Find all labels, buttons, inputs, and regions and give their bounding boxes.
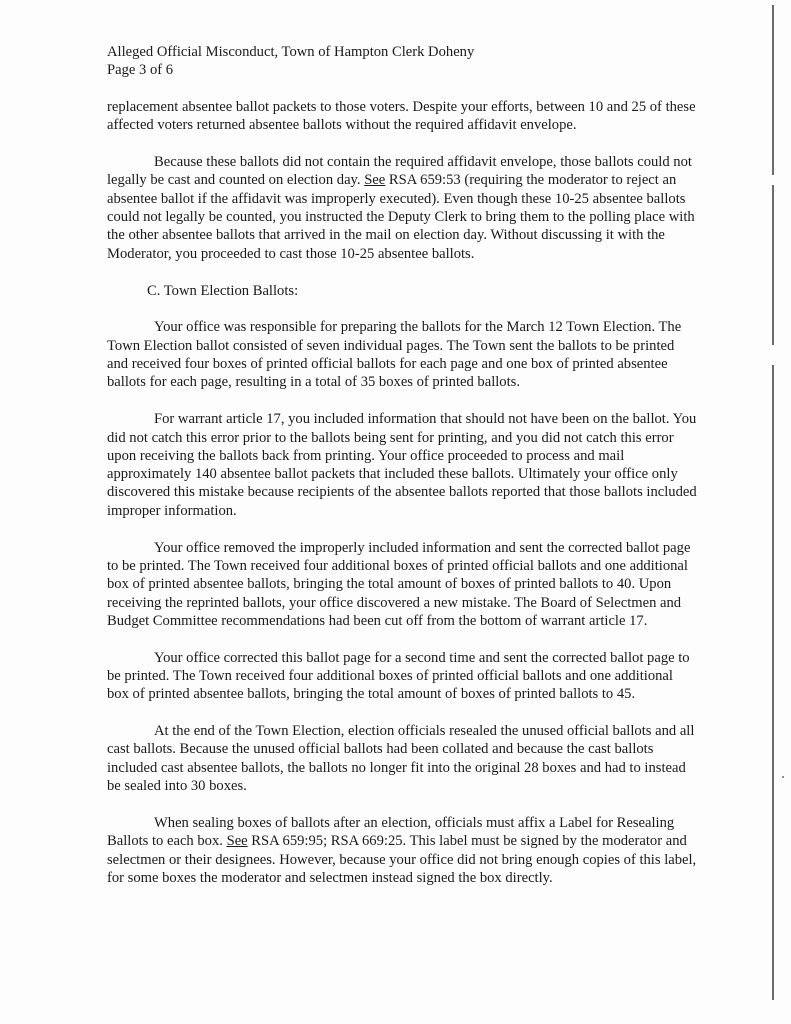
paragraph-replacement-packets: replacement absentee ballot packets to those voters. Despite your efforts, between 10 and 25 of these affected voters returned absentee ballots without the required affidavit envelope. [107, 99, 696, 134]
paragraph-affidavit-envelope [107, 153, 697, 263]
scan-edge-line [772, 365, 774, 1000]
paragraph-ballot-preparation: Your office was responsible for preparing the ballots for the March 12 Town Election. The Town Election ballot consisted of seven individual pages. The Town sent the ballots to be printed and received four boxes of printed official ballots for each page and one box of printed absentee ballots for each page, resulting in a total of 35 boxes of printed ballots. [107, 319, 682, 391]
paragraph-text: RSA 659:53 (requiring the moderator to reject an absentee ballot if the affidavit was improperly executed). Even though these 10-25 absentee ballots could not legally be counted, you instructed the Deputy Clerk to bring them to the polling place with the other absentee ballots that arrived in the mail on election day. Without discussing it with the Moderator, you proceeded to cast those 10-25 absentee ballots. [107, 172, 695, 262]
page-number: Page 3 of 6 [107, 62, 174, 79]
paragraph-text: When sealing boxes of ballots after an election, officials must affix a Label for Resealing Ballots to each box. [107, 814, 675, 850]
citation-signal: See [226, 833, 248, 850]
paragraph-resealing-label [107, 814, 697, 887]
scan-edge-line [772, 185, 774, 345]
paragraph-text: Because these ballots did not contain the required affidavit envelope, those ballots could not legally be cast and counted on election day. [107, 154, 692, 189]
section-heading-town-election-ballots: C. Town Election Ballots: [147, 282, 299, 299]
paragraph-text: RSA 659:95; RSA 669:25. This label must be signed by the moderator and selectmen or their designees. However, because your office did not bring enough copies of this label, for some boxes the moderator and selectmen instead signed the box directly. [107, 833, 697, 886]
paragraph-first-correction: Your office removed the improperly included information and sent the corrected ballot page to be printed. The Town received four additional boxes of printed official ballots and one additional box of printed absentee ballots, bringing the total amount of boxes of printed ballots to 40. Upon receiving the reprinted ballots, your office discovered a new mistake. The Board of Selectmen and Budget Committee recommendations had been cut off from the bottom of warrant article 17. [107, 539, 691, 629]
scan-edge-line [772, 5, 774, 175]
paragraph-warrant-article-17: For warrant article 17, you included information that should not have been on the ballot. You did not catch this error prior to the ballots being sent for printing, and you did not catch this error upon receiving the ballots back from printing. Your office proceeded to process and mail approximately 140 absentee ballot packets that included these ballots. Ultimately your office only discovered this mistake because recipients of the absentee ballots reported that those ballots included improper information. [107, 411, 697, 519]
paragraph-resealing: At the end of the Town Election, election officials resealed the unused official ballots and all cast ballots. Because the unused official ballots had been collated and because the cast ballots included cast absentee ballots, the ballots no longer fit into the original 28 boxes and had to instead be sealed into 30 boxes. [107, 723, 695, 795]
document-body [107, 98, 697, 906]
paragraph-second-correction: Your office corrected this ballot page for a second time and sent the corrected ballot page to be printed. The Town received four additional boxes of printed official ballots and one additional box of printed absentee ballots, bringing the total amount of boxes of printed ballots to 45. [107, 649, 690, 703]
scan-speck [782, 776, 784, 778]
citation-signal: See [364, 172, 386, 189]
document-title: Alleged Official Misconduct, Town of Hampton Clerk Doheny [107, 44, 475, 60]
page-header [107, 43, 707, 80]
